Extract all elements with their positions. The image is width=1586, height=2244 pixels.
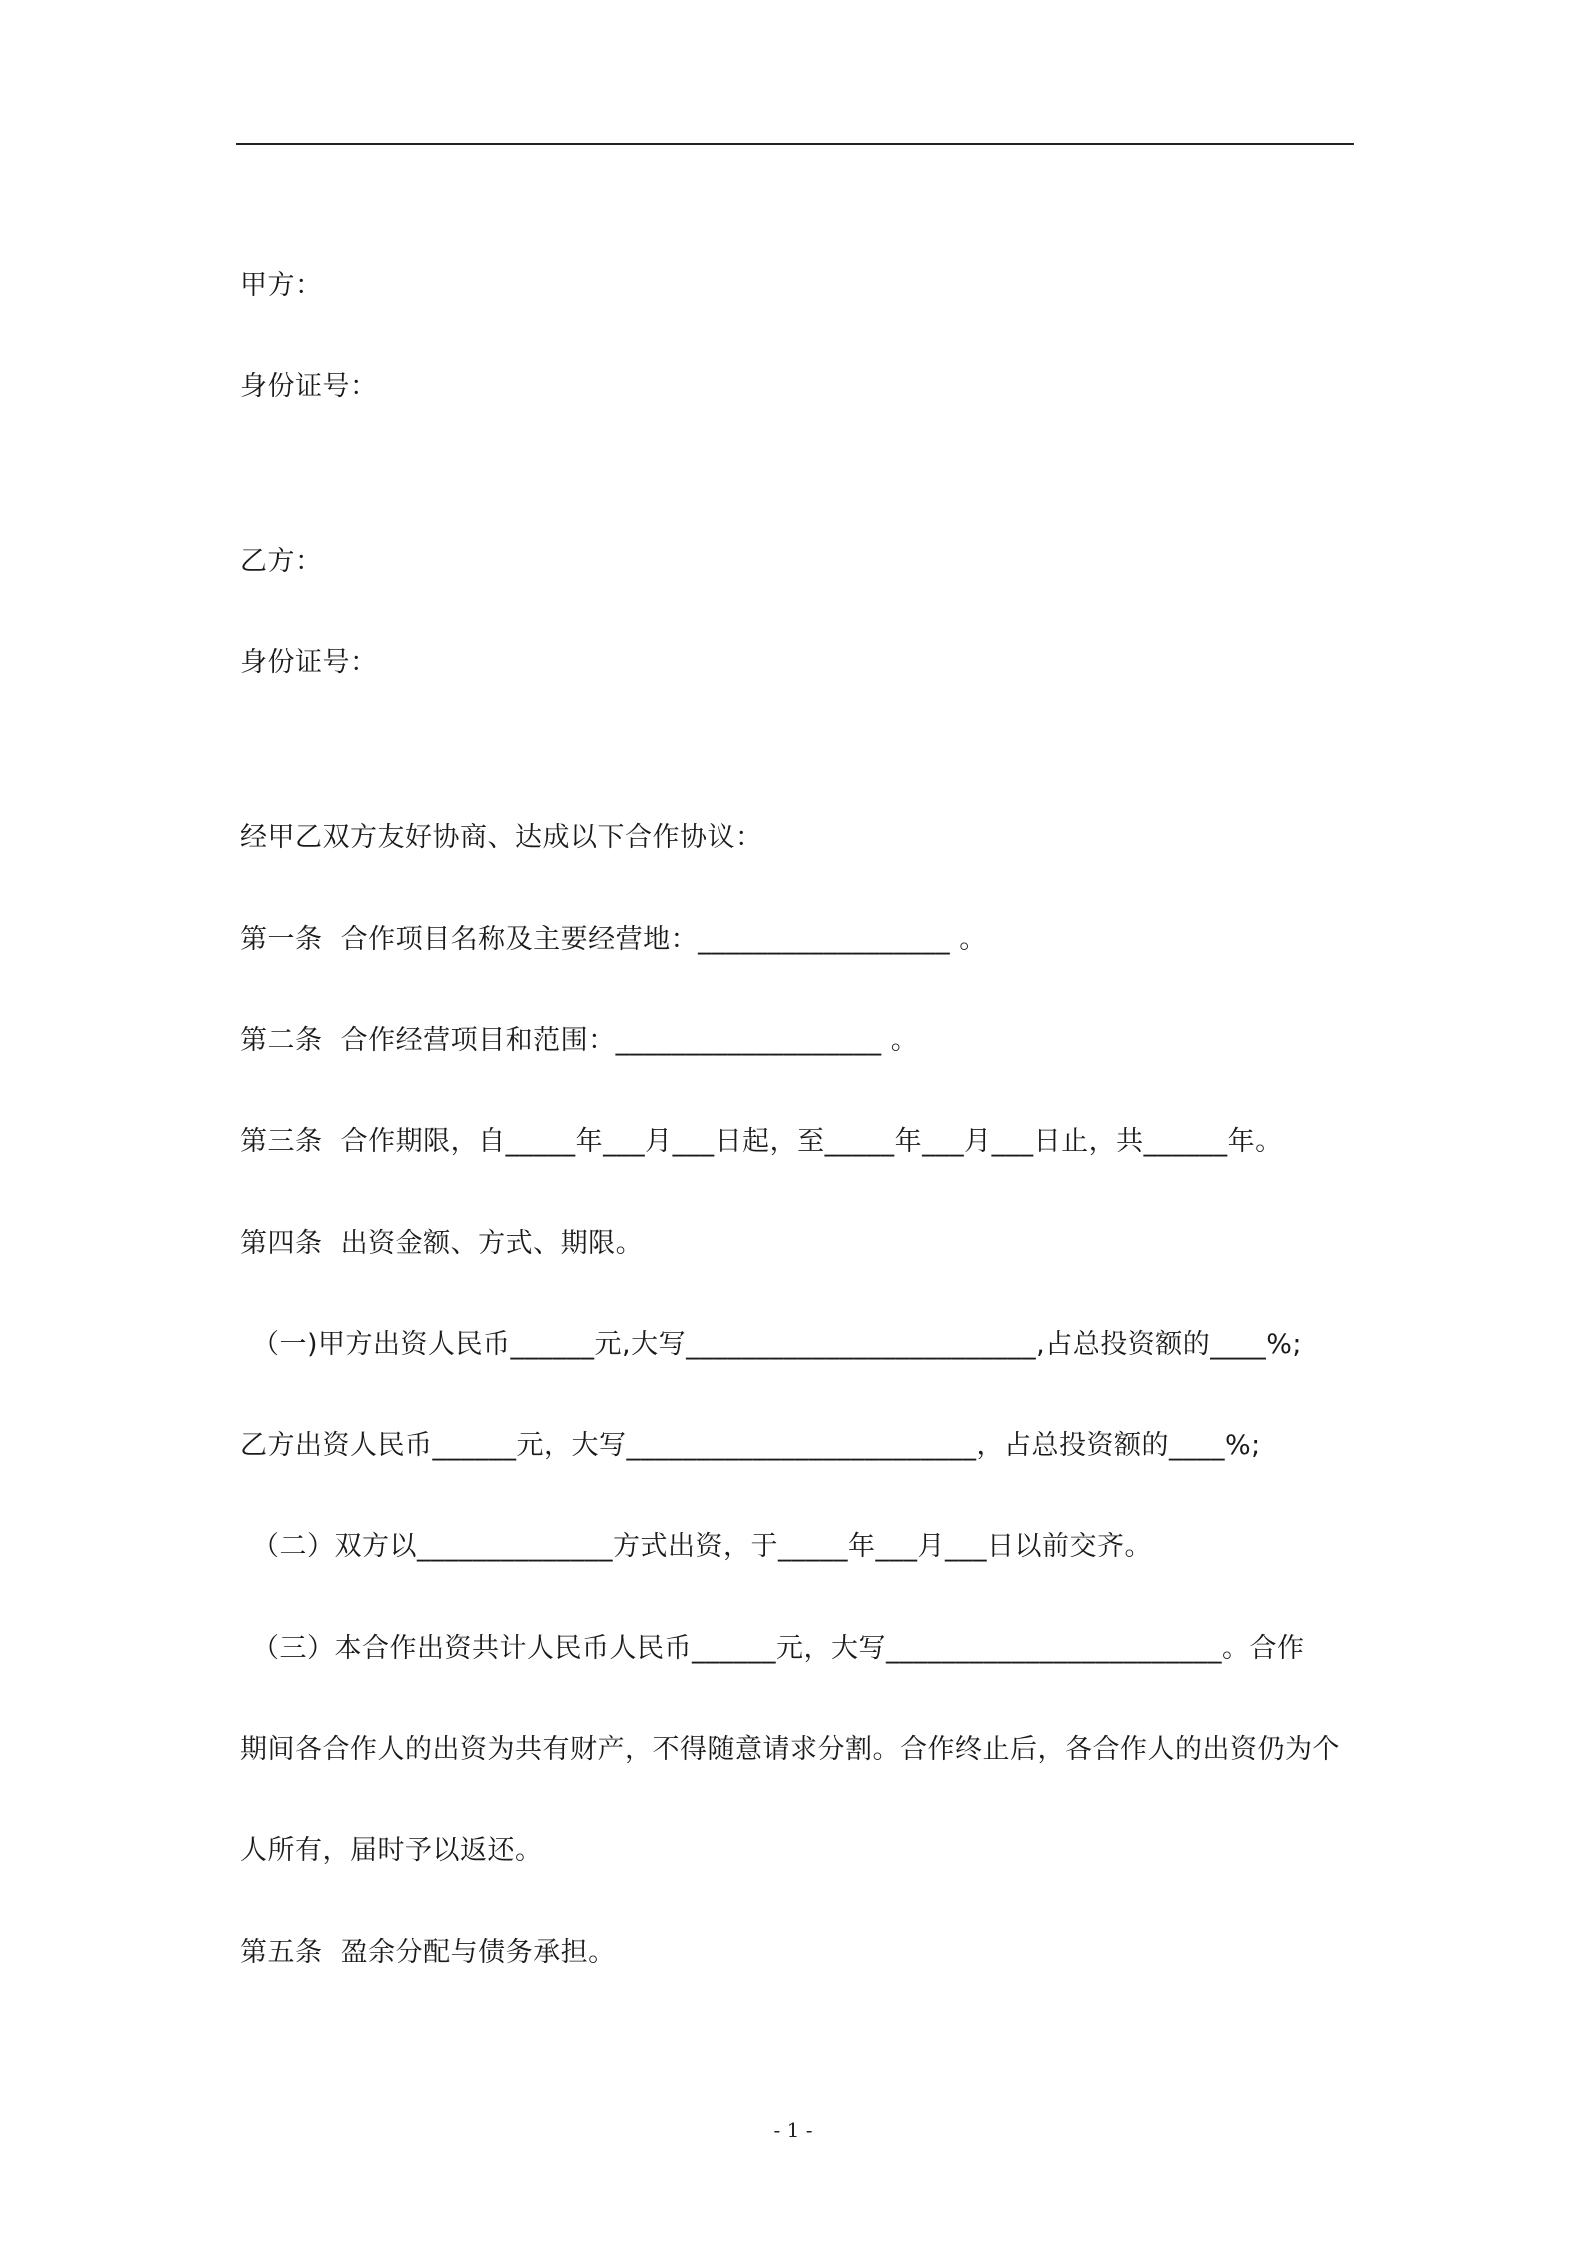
party-b-id-label: 身份证号： <box>240 647 378 678</box>
article-4-item-3-cont-1: 期间各合作人的出资为共有财产，不得随意请求分割。合作终止后，各合作人的出资仍为个 <box>240 1734 1340 1765</box>
article-4-item-1: （一)甲方出资人民币______元,大写_________________________,占总投资额的____%; <box>252 1329 1302 1360</box>
article-4-item-3-cont-2: 人所有，届时予以返还。 <box>240 1835 543 1866</box>
agreement-intro: 经甲乙双方友好协商、达成以下合作协议： <box>240 822 763 853</box>
page-number: - 1 - <box>773 2118 813 2142</box>
article-1: 第一条 合作项目名称及主要经营地：__________________ 。 <box>240 924 987 955</box>
header-rule <box>236 143 1354 145</box>
article-2: 第二条 合作经营项目和范围：___________________ 。 <box>240 1025 919 1056</box>
party-a-label: 甲方： <box>240 270 323 301</box>
article-3: 第三条 合作期限，自_____年___月___日起，至_____年___月___日止，共______年。 <box>240 1126 1283 1157</box>
article-4-item-1-party-b: 乙方出资人民币______元，大写_________________________，占总投资额的____%; <box>240 1430 1261 1461</box>
party-a-id-label: 身份证号： <box>240 371 378 402</box>
article-4-item-3: （三）本合作出资共计人民币人民币______元，大写________________________。合作 <box>252 1633 1305 1664</box>
article-4-item-2: （二）双方以______________方式出资，于_____年___月___日以前交齐。 <box>252 1531 1152 1562</box>
party-b-label: 乙方： <box>240 546 323 577</box>
article-5: 第五条 盈余分配与债务承担。 <box>240 1937 616 1968</box>
article-4: 第四条 出资金额、方式、期限。 <box>240 1228 644 1259</box>
